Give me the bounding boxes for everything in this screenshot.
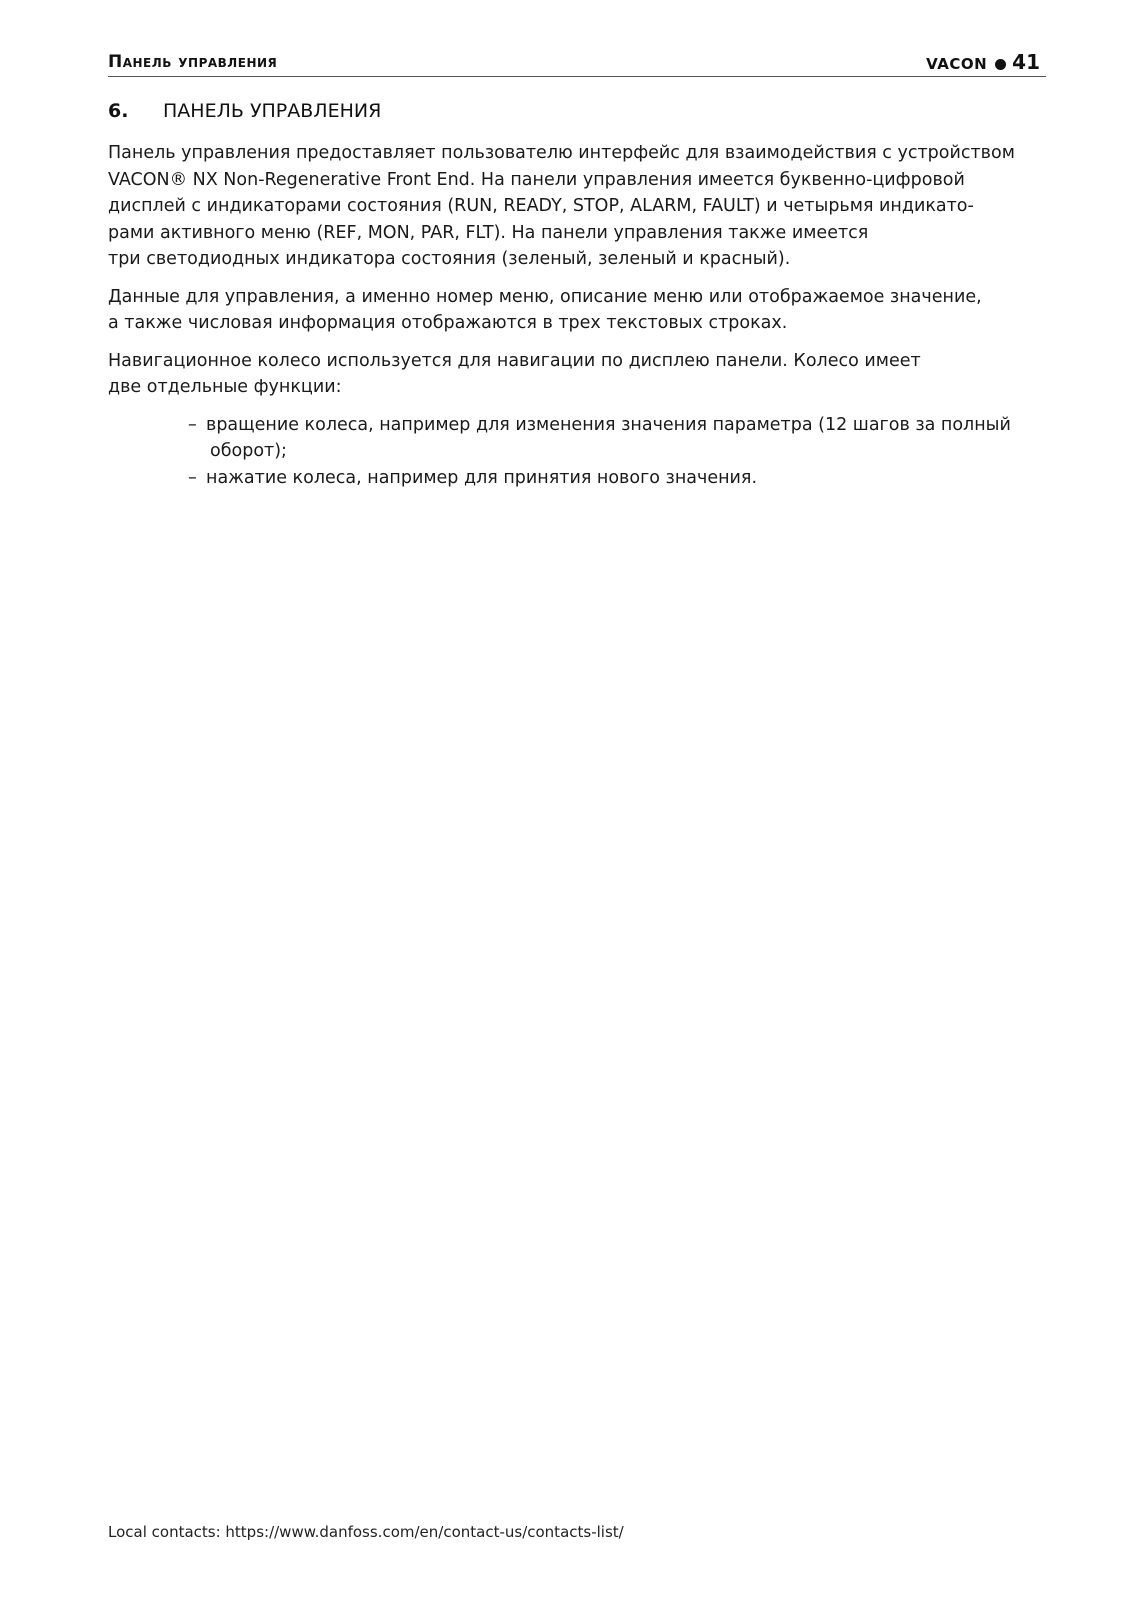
text-line: две отдельные функции: <box>108 377 342 397</box>
text-line: Данные для управления, а именно номер меню, описание меню или отображаемое значение, <box>108 286 982 307</box>
bullet-dot-icon <box>995 59 1006 70</box>
paragraph-control-data <box>108 284 1048 337</box>
paragraph-navigation-wheel <box>108 348 1048 401</box>
text-line: оборот); <box>210 441 287 461</box>
body-content <box>108 140 1048 491</box>
list-item <box>108 465 1048 492</box>
section-title: ПАНЕЛЬ УПРАВЛЕНИЯ <box>163 100 382 122</box>
text-line: а также числовая информация отображаются в трех текстовых строках. <box>108 313 788 333</box>
text-line: дисплей с индикаторами состояния (RUN, READY, STOP, ALARM, FAULT) и четырьмя индикато- <box>108 196 974 216</box>
header-brand: VACON <box>926 55 988 73</box>
text-line: VACON® NX Non-Regenerative Front End. На панели управления имеется буквенно-цифровой <box>108 169 965 190</box>
section-heading <box>108 100 381 122</box>
page-header <box>108 48 1046 77</box>
header-brand-page <box>926 50 1040 74</box>
paragraph-intro <box>108 140 1048 273</box>
text-line: вращение колеса, например для изменения значения параметра (12 шагов за полный <box>206 414 1011 435</box>
footer-contacts: Local contacts: https://www.danfoss.com/en/contact-us/contacts-list/ <box>108 1523 624 1541</box>
text-line: рами активного меню (REF, MON, PAR, FLT). На панели управления также имеется <box>108 222 869 243</box>
page-number: 41 <box>1012 50 1040 74</box>
function-list <box>108 412 1048 492</box>
list-item <box>108 412 1048 465</box>
text-line: три светодиодных индикатора состояния (зеленый, зеленый и красный). <box>108 249 791 269</box>
dash-bullet: – <box>188 467 197 488</box>
text-line: Панель управления предоставляет пользователю интерфейс для взаимодействия с устройством <box>108 143 1015 163</box>
dash-bullet: – <box>188 414 197 435</box>
header-chapter-title: Панель управления <box>108 52 278 72</box>
text-line: нажатие колеса, например для принятия нового значения. <box>206 467 758 488</box>
text-line: Навигационное колесо используется для навигации по дисплею панели. Колесо имеет <box>108 350 921 371</box>
section-number: 6. <box>108 100 129 122</box>
